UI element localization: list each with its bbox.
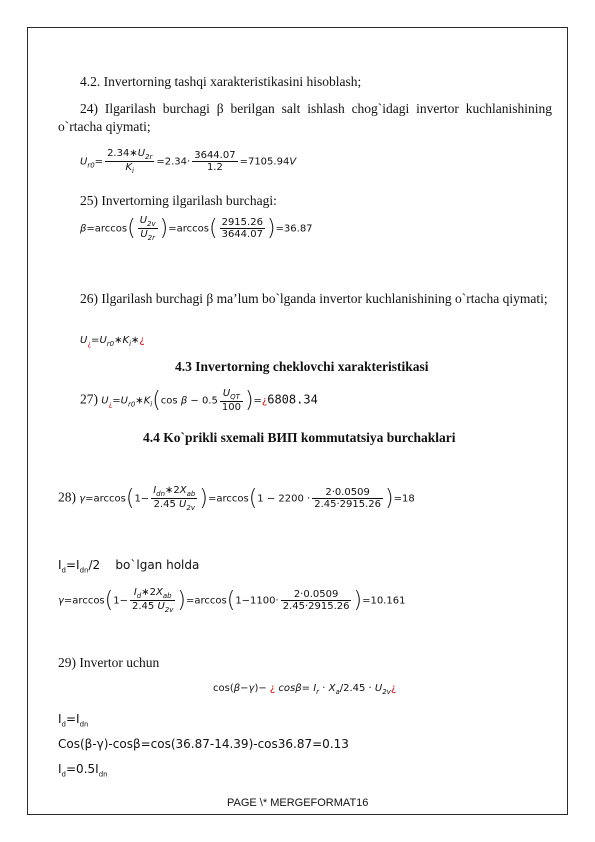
equation-27: 27) $U_¿=U_{r0}∗K_i(\cos$ β − 0.5 $\frac{U_{QT}}{100}$ )=¿6808.34 xyxy=(80,388,318,413)
equation-25: β=arccos( $\frac{U_{2v}}{U_{2r}}$ )=arccos( $\frac{2915.26}{3644.07}$ )=36.87 xyxy=(80,215,313,242)
condition-text: $I_d=I_{dn}/2$ bo`lgan holda xyxy=(58,558,200,575)
item-25-text: 25) Invertorning ilgarilash burchagi: xyxy=(80,193,277,208)
section-4-2-title: 4.2. Invertorning tashqi xarakteristikasini hisoblash; xyxy=(80,74,362,89)
page-border xyxy=(27,27,568,815)
item-24-text: 24) Ilgarilash burchagi β berilgan salt ishlash chog`idagi invertor kuchlanishining o`rtacha qiymati; xyxy=(58,101,552,134)
id-half-idn: $I_d=0.5I_{dn}$ xyxy=(58,762,108,779)
equation-29: cos(β−γ)− ¿ $\cos\beta= I_r \cdot X_a/2.45$ · $U_{2v}¿$ xyxy=(213,683,397,696)
page-footer: PAGE \* MERGEFORMAT16 xyxy=(227,797,369,809)
equation-24: $U_{r0}=$ $\frac{2.34∗U_{2r}}{K_i}$ =2.34· $\frac{3644.07}{1.2}$ =7105.94V xyxy=(80,148,297,175)
item-29-text: 29) Invertor uchun xyxy=(58,655,160,670)
equation-26: $U_¿=U_{r0}∗K_i∗¿$ xyxy=(80,335,145,348)
equation-gamma-half: γ=arccos(1− $\frac{I_d∗2X_{ab}}{2.45 U_{2v}}$ )=arccos(1−1100· $\frac{2\cdot 0.0509}{2.45\cdot 2915.26}$ )=10.161 xyxy=(58,587,406,614)
id-equals-idn: $I_d=I_{dn}$ xyxy=(58,712,89,729)
section-4-4-title: 4.4 Ko`prikli sxemali ВИП kommutatsiya burchaklari xyxy=(143,430,456,445)
cos-calculation: Cos(β-γ)-cosβ=cos(36.87-14.39)-cos36.87=0.13 xyxy=(58,737,349,751)
item-26-text: 26) Ilgarilash burchagi β ma’lum bo`lganda invertor kuchlanishining o`rtacha qiymati; xyxy=(80,291,548,306)
section-4-3-title: 4.3 Invertorning cheklovchi xarakteristikasi xyxy=(175,359,429,374)
equation-28: 28) γ=arccos(1− $\frac{I_{dn}∗2X_{ab}}{2.45 U_{2v}}$ )=arccos(1 − 2200 · $\frac{2\cdot 0.0509}{2.45\cdot 2915.26}$ )=18 xyxy=(58,485,415,512)
